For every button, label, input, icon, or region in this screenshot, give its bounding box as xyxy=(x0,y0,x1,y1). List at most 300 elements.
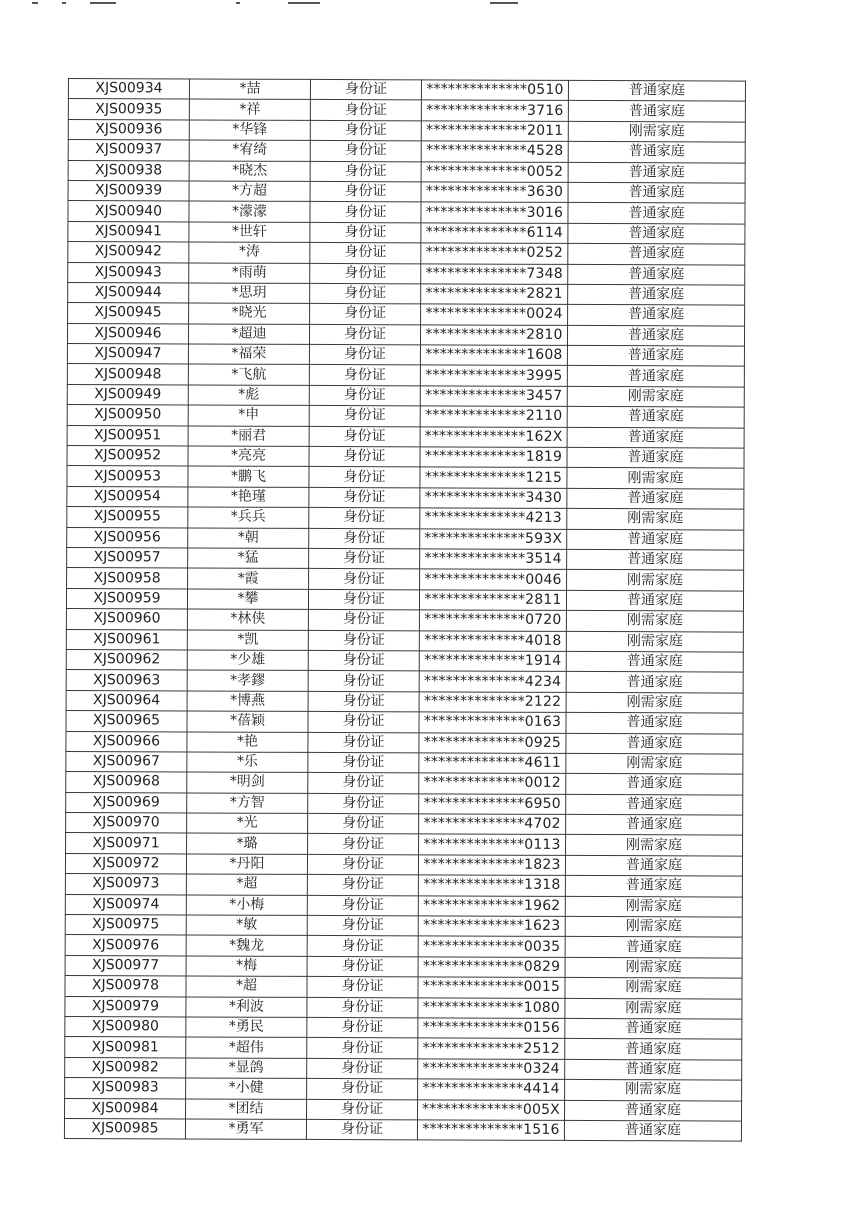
id-number-cell: **************2122 xyxy=(419,692,566,713)
table-row xyxy=(66,670,743,693)
table-row xyxy=(68,303,745,326)
document-type-cell: 身份证 xyxy=(307,1058,418,1079)
applicant-name-cell: *敏 xyxy=(186,915,307,936)
household-type-cell: 普通家庭 xyxy=(568,244,745,265)
applicant-name-cell: *飞航 xyxy=(188,364,309,385)
household-type-cell: 普通家庭 xyxy=(568,223,745,244)
table-row xyxy=(68,242,745,265)
document-type-cell: 身份证 xyxy=(309,548,420,569)
household-type-cell: 普通家庭 xyxy=(565,1100,742,1121)
document-type-cell: 身份证 xyxy=(308,650,419,671)
document-type-cell: 身份证 xyxy=(310,304,421,325)
table-row xyxy=(66,609,743,632)
applicant-name-cell: *兵兵 xyxy=(188,507,309,528)
table-row xyxy=(65,1037,742,1060)
application-number-cell: XJS00935 xyxy=(68,99,189,120)
id-number-cell: **************593X xyxy=(420,528,567,549)
table-row xyxy=(65,1098,742,1121)
table-row xyxy=(65,1057,742,1080)
household-type-cell: 刚需家庭 xyxy=(565,896,742,917)
applicant-name-cell: *濛濛 xyxy=(189,201,310,222)
id-number-cell: **************6114 xyxy=(421,223,568,244)
household-type-cell: 普通家庭 xyxy=(566,713,743,734)
document-type-cell: 身份证 xyxy=(310,222,421,243)
application-number-cell: XJS00966 xyxy=(66,731,187,752)
household-type-cell: 普通家庭 xyxy=(566,733,743,754)
id-number-cell: **************1623 xyxy=(418,916,565,937)
application-number-cell: XJS00979 xyxy=(65,996,186,1017)
application-number-cell: XJS00964 xyxy=(66,690,187,711)
application-number-cell: XJS00978 xyxy=(65,976,186,997)
household-type-cell: 刚需家庭 xyxy=(565,998,742,1019)
id-number-cell: **************2810 xyxy=(420,325,567,346)
applicant-name-cell: *亮亮 xyxy=(188,446,309,467)
document-type-cell: 身份证 xyxy=(308,589,419,610)
document-type-cell: 身份证 xyxy=(310,100,421,121)
application-number-cell: XJS00967 xyxy=(66,751,187,772)
id-number-cell: **************2821 xyxy=(421,284,568,305)
table-row xyxy=(67,507,744,530)
document-type-cell: 身份证 xyxy=(308,834,419,855)
applicant-name-cell: *小健 xyxy=(186,1078,307,1099)
household-type-cell: 普通家庭 xyxy=(565,1039,742,1060)
applicant-name-cell: *祥 xyxy=(189,99,310,120)
document-type-cell: 身份证 xyxy=(307,936,418,957)
household-type-cell: 普通家庭 xyxy=(566,794,743,815)
document-type-cell: 身份证 xyxy=(308,691,419,712)
document-type-cell: 身份证 xyxy=(308,671,419,692)
id-number-cell: **************4414 xyxy=(418,1079,565,1100)
applicant-name-cell: *朝 xyxy=(188,528,309,549)
household-type-cell: 刚需家庭 xyxy=(566,631,743,652)
document-type-cell: 身份证 xyxy=(307,875,418,896)
application-number-cell: XJS00984 xyxy=(65,1098,186,1119)
document-type-cell: 身份证 xyxy=(307,915,418,936)
id-number-cell: **************0925 xyxy=(419,732,566,753)
document-type-cell: 身份证 xyxy=(308,752,419,773)
household-type-cell: 普通家庭 xyxy=(566,774,743,795)
id-number-cell: **************3016 xyxy=(421,202,568,223)
id-number-cell: **************162X xyxy=(420,426,567,447)
household-type-cell: 普通家庭 xyxy=(568,101,745,122)
id-number-cell: **************0324 xyxy=(418,1059,565,1080)
household-type-cell: 普通家庭 xyxy=(566,651,743,672)
applicant-name-cell: *超迪 xyxy=(188,324,309,345)
table-row xyxy=(67,405,744,428)
applicant-name-cell: *明剑 xyxy=(187,772,308,793)
table-row xyxy=(65,874,742,897)
application-number-cell: XJS00976 xyxy=(65,935,186,956)
household-type-cell: 普通家庭 xyxy=(565,876,742,897)
household-type-cell: 刚需家庭 xyxy=(567,386,744,407)
table-row xyxy=(65,894,742,917)
household-type-cell: 普通家庭 xyxy=(567,407,744,428)
id-number-cell: **************0052 xyxy=(421,161,568,182)
application-number-cell: XJS00973 xyxy=(65,874,186,895)
application-number-cell: XJS00936 xyxy=(68,119,189,140)
household-type-cell: 普通家庭 xyxy=(567,529,744,550)
applicant-name-cell: *丹阳 xyxy=(186,854,307,875)
application-number-cell: XJS00962 xyxy=(66,649,187,670)
application-number-cell: XJS00974 xyxy=(65,894,186,915)
document-type-cell: 身份证 xyxy=(309,528,420,549)
document-type-cell: 身份证 xyxy=(310,283,421,304)
table-row xyxy=(68,99,745,122)
applicant-name-cell: *勇民 xyxy=(186,1017,307,1038)
application-number-cell: XJS00934 xyxy=(68,79,189,100)
table-row xyxy=(66,711,743,734)
application-number-cell: XJS00951 xyxy=(67,425,188,446)
id-number-cell: **************1914 xyxy=(419,651,566,672)
application-number-cell: XJS00956 xyxy=(67,527,188,548)
id-number-cell: **************0035 xyxy=(418,936,565,957)
document-type-cell: 身份证 xyxy=(309,365,420,386)
table-row xyxy=(66,690,743,713)
document-type-cell: 身份证 xyxy=(310,263,421,284)
table-row xyxy=(67,323,744,346)
application-number-cell: XJS00969 xyxy=(66,792,187,813)
applicant-name-cell: *小梅 xyxy=(186,895,307,916)
document-type-cell: 身份证 xyxy=(307,1038,418,1059)
document-type-cell: 身份证 xyxy=(308,813,419,834)
applicant-name-cell: *喆 xyxy=(189,79,310,100)
household-type-cell: 普通家庭 xyxy=(568,305,745,326)
application-number-cell: XJS00970 xyxy=(66,813,187,834)
application-number-cell: XJS00954 xyxy=(67,486,188,507)
applicant-name-cell: *乐 xyxy=(187,752,308,773)
document-type-cell: 身份证 xyxy=(308,630,419,651)
applicant-name-cell: *鹏飞 xyxy=(188,466,309,487)
id-number-cell: **************1819 xyxy=(420,447,567,468)
application-number-cell: XJS00948 xyxy=(67,364,188,385)
application-number-cell: XJS00945 xyxy=(68,303,189,324)
table-row xyxy=(67,364,744,387)
document-type-cell: 身份证 xyxy=(309,385,420,406)
table-row xyxy=(68,221,745,244)
applicant-name-cell: *林侠 xyxy=(187,609,308,630)
document-type-cell: 身份证 xyxy=(306,1119,417,1140)
table-row xyxy=(68,282,745,305)
id-number-cell: **************0113 xyxy=(419,834,566,855)
household-type-cell: 刚需家庭 xyxy=(566,611,743,632)
applicant-table xyxy=(64,78,746,1142)
id-number-cell: **************7348 xyxy=(421,263,568,284)
applicant-name-cell: *利波 xyxy=(186,997,307,1018)
household-type-cell: 普通家庭 xyxy=(567,345,744,366)
household-type-cell: 普通家庭 xyxy=(565,855,742,876)
applicant-name-cell: *孝鏐 xyxy=(187,670,308,691)
table-row xyxy=(67,384,744,407)
table-row xyxy=(66,792,743,815)
document-type-cell: 身份证 xyxy=(307,1079,418,1100)
document-type-cell: 身份证 xyxy=(307,997,418,1018)
application-number-cell: XJS00947 xyxy=(67,344,188,365)
applicant-name-cell: *艳 xyxy=(187,731,308,752)
table-row xyxy=(66,731,743,754)
application-number-cell: XJS00959 xyxy=(66,588,187,609)
application-number-cell: XJS00940 xyxy=(68,201,189,222)
applicant-name-cell: *蓓颖 xyxy=(187,711,308,732)
household-type-cell: 普通家庭 xyxy=(568,264,745,285)
application-number-cell: XJS00980 xyxy=(65,1016,186,1037)
document-type-cell: 身份证 xyxy=(309,345,420,366)
household-type-cell: 刚需家庭 xyxy=(566,835,743,856)
application-number-cell: XJS00985 xyxy=(64,1118,185,1139)
table-row xyxy=(65,955,742,978)
applicant-name-cell: *团结 xyxy=(186,1098,307,1119)
id-number-cell: **************005X xyxy=(418,1099,565,1120)
table-row xyxy=(67,446,744,469)
application-number-cell: XJS00975 xyxy=(65,915,186,936)
table-row xyxy=(66,772,743,795)
applicant-name-cell: *晓光 xyxy=(189,303,310,324)
applicant-name-cell: *彪 xyxy=(188,385,309,406)
household-type-cell: 普通家庭 xyxy=(568,182,745,203)
table-row xyxy=(65,976,742,999)
household-type-cell: 刚需家庭 xyxy=(565,957,742,978)
table-row xyxy=(67,344,744,367)
applicant-name-cell: *丽君 xyxy=(188,426,309,447)
table-row xyxy=(68,180,745,203)
table-row xyxy=(66,649,743,672)
table-body xyxy=(64,79,745,1142)
applicant-name-cell: *华锋 xyxy=(189,120,310,141)
application-number-cell: XJS00946 xyxy=(67,323,188,344)
id-number-cell: **************3514 xyxy=(420,549,567,570)
household-type-cell: 普通家庭 xyxy=(565,1059,742,1080)
id-number-cell: **************1318 xyxy=(418,875,565,896)
household-type-cell: 刚需家庭 xyxy=(567,509,744,530)
id-number-cell: **************1608 xyxy=(420,345,567,366)
table-row xyxy=(68,140,745,163)
household-type-cell: 刚需家庭 xyxy=(566,753,743,774)
document-type-cell: 身份证 xyxy=(309,324,420,345)
applicant-name-cell: *超 xyxy=(186,976,307,997)
application-number-cell: XJS00981 xyxy=(65,1037,186,1058)
document-type-cell: 身份证 xyxy=(308,793,419,814)
applicant-name-cell: *思玥 xyxy=(189,283,310,304)
id-number-cell: **************4234 xyxy=(419,671,566,692)
table-row xyxy=(64,1118,741,1141)
table-row xyxy=(68,119,745,142)
id-number-cell: **************0163 xyxy=(419,712,566,733)
id-number-cell: **************4702 xyxy=(419,814,566,835)
document-type-cell: 身份证 xyxy=(309,406,420,427)
household-type-cell: 刚需家庭 xyxy=(568,121,745,142)
applicant-name-cell: *福荣 xyxy=(188,344,309,365)
application-number-cell: XJS00942 xyxy=(68,242,189,263)
document-type-cell: 身份证 xyxy=(308,773,419,794)
household-type-cell: 普通家庭 xyxy=(567,447,744,468)
document-type-cell: 身份证 xyxy=(307,977,418,998)
id-number-cell: **************0046 xyxy=(420,569,567,590)
application-number-cell: XJS00968 xyxy=(66,772,187,793)
table-row xyxy=(65,1078,742,1101)
table-row xyxy=(66,588,743,611)
id-number-cell: **************4528 xyxy=(421,141,568,162)
table-row xyxy=(66,813,743,836)
id-number-cell: **************2110 xyxy=(420,406,567,427)
id-number-cell: **************3630 xyxy=(421,182,568,203)
document-type-cell: 身份证 xyxy=(310,141,421,162)
household-type-cell: 普通家庭 xyxy=(568,162,745,183)
applicant-name-cell: *雨萌 xyxy=(189,262,310,283)
applicant-name-cell: *光 xyxy=(187,813,308,834)
application-number-cell: XJS00943 xyxy=(68,262,189,283)
id-number-cell: **************1516 xyxy=(417,1120,564,1141)
id-number-cell: **************4611 xyxy=(419,753,566,774)
document-type-cell: 身份证 xyxy=(308,712,419,733)
household-type-cell: 普通家庭 xyxy=(567,488,744,509)
application-number-cell: XJS00941 xyxy=(68,221,189,242)
applicant-name-cell: *涛 xyxy=(189,242,310,263)
id-number-cell: **************3995 xyxy=(420,365,567,386)
household-type-cell: 普通家庭 xyxy=(568,203,745,224)
id-number-cell: **************0720 xyxy=(419,610,566,631)
application-number-cell: XJS00977 xyxy=(65,955,186,976)
household-type-cell: 刚需家庭 xyxy=(565,1080,742,1101)
table-row xyxy=(65,996,742,1019)
table-row xyxy=(66,751,743,774)
id-number-cell: **************2512 xyxy=(418,1038,565,1059)
scan-edge-marks xyxy=(0,0,860,8)
table-row xyxy=(68,79,745,102)
application-number-cell: XJS00937 xyxy=(68,140,189,161)
document-type-cell: 身份证 xyxy=(307,854,418,875)
household-type-cell: 普通家庭 xyxy=(567,366,744,387)
id-number-cell: **************6950 xyxy=(419,794,566,815)
document-type-cell: 身份证 xyxy=(309,446,420,467)
applicant-name-cell: *魏龙 xyxy=(186,935,307,956)
household-type-cell: 普通家庭 xyxy=(567,427,744,448)
application-number-cell: XJS00965 xyxy=(66,711,187,732)
household-type-cell: 刚需家庭 xyxy=(567,570,744,591)
applicant-name-cell: *攀 xyxy=(187,589,308,610)
id-number-cell: **************0510 xyxy=(421,80,568,101)
document-type-cell: 身份证 xyxy=(307,895,418,916)
document-type-cell: 身份证 xyxy=(308,610,419,631)
application-number-cell: XJS00944 xyxy=(68,282,189,303)
document-type-cell: 身份证 xyxy=(309,569,420,590)
table-row xyxy=(68,201,745,224)
household-type-cell: 普通家庭 xyxy=(568,284,745,305)
id-number-cell: **************1962 xyxy=(418,895,565,916)
applicant-name-cell: *方超 xyxy=(189,181,310,202)
id-number-cell: **************0015 xyxy=(418,977,565,998)
document-type-cell: 身份证 xyxy=(307,1017,418,1038)
application-number-cell: XJS00952 xyxy=(67,446,188,467)
applicant-name-cell: *世轩 xyxy=(189,222,310,243)
household-type-cell: 刚需家庭 xyxy=(567,468,744,489)
household-type-cell: 刚需家庭 xyxy=(565,978,742,999)
document-type-cell: 身份证 xyxy=(308,732,419,753)
application-number-cell: XJS00963 xyxy=(66,670,187,691)
applicant-name-cell: *超 xyxy=(186,874,307,895)
application-number-cell: XJS00939 xyxy=(68,180,189,201)
id-number-cell: **************3716 xyxy=(421,100,568,121)
id-number-cell: **************1215 xyxy=(420,467,567,488)
document-type-cell: 身份证 xyxy=(307,956,418,977)
id-number-cell: **************2011 xyxy=(421,121,568,142)
application-number-cell: XJS00960 xyxy=(66,609,187,630)
table-row xyxy=(65,915,742,938)
applicant-name-cell: *艳瑾 xyxy=(188,487,309,508)
application-number-cell: XJS00958 xyxy=(67,568,188,589)
id-number-cell: **************1823 xyxy=(418,855,565,876)
household-type-cell: 普通家庭 xyxy=(567,549,744,570)
household-type-cell: 普通家庭 xyxy=(565,1018,742,1039)
application-number-cell: XJS00982 xyxy=(65,1057,186,1078)
table-row xyxy=(67,486,744,509)
application-number-cell: XJS00938 xyxy=(68,160,189,181)
household-type-cell: 普通家庭 xyxy=(566,590,743,611)
document-type-cell: 身份证 xyxy=(307,1099,418,1120)
document-type-cell: 身份证 xyxy=(310,161,421,182)
document-type-cell: 身份证 xyxy=(310,202,421,223)
document-type-cell: 身份证 xyxy=(310,181,421,202)
table-row xyxy=(65,853,742,876)
household-type-cell: 刚需家庭 xyxy=(566,692,743,713)
applicant-name-cell: *猛 xyxy=(188,548,309,569)
id-number-cell: **************4213 xyxy=(420,508,567,529)
applicant-name-cell: *显鸽 xyxy=(186,1058,307,1079)
application-number-cell: XJS00961 xyxy=(66,629,187,650)
application-number-cell: XJS00983 xyxy=(65,1078,186,1099)
applicant-name-cell: *梅 xyxy=(186,956,307,977)
household-type-cell: 普通家庭 xyxy=(568,80,745,101)
document-type-cell: 身份证 xyxy=(309,508,420,529)
table-row xyxy=(67,527,744,550)
application-number-cell: XJS00955 xyxy=(67,507,188,528)
id-number-cell: **************0024 xyxy=(421,304,568,325)
applicant-name-cell: *申 xyxy=(188,405,309,426)
household-type-cell: 普通家庭 xyxy=(564,1120,741,1141)
id-number-cell: **************1080 xyxy=(418,997,565,1018)
application-number-cell: XJS00950 xyxy=(67,405,188,426)
household-type-cell: 普通家庭 xyxy=(566,672,743,693)
table-row xyxy=(65,935,742,958)
document-type-cell: 身份证 xyxy=(309,467,420,488)
table-row xyxy=(66,833,743,856)
household-type-cell: 普通家庭 xyxy=(565,937,742,958)
document-type-cell: 身份证 xyxy=(309,426,420,447)
table-row xyxy=(66,629,743,652)
document-type-cell: 身份证 xyxy=(309,487,420,508)
applicant-name-cell: *博燕 xyxy=(187,691,308,712)
table-row xyxy=(68,262,745,285)
table-row xyxy=(67,466,744,489)
document-type-cell: 身份证 xyxy=(310,79,421,100)
table-row xyxy=(67,425,744,448)
id-number-cell: **************0829 xyxy=(418,957,565,978)
household-type-cell: 普通家庭 xyxy=(566,814,743,835)
table-row xyxy=(65,1016,742,1039)
applicant-name-cell: *晓杰 xyxy=(189,161,310,182)
id-number-cell: **************3457 xyxy=(420,386,567,407)
id-number-cell: **************0156 xyxy=(418,1018,565,1039)
table-row xyxy=(68,160,745,183)
applicant-name-cell: *凯 xyxy=(187,630,308,651)
id-number-cell: **************2811 xyxy=(419,590,566,611)
document-type-cell: 身份证 xyxy=(310,243,421,264)
household-type-cell: 刚需家庭 xyxy=(565,916,742,937)
id-number-cell: **************0252 xyxy=(421,243,568,264)
table-row xyxy=(67,547,744,570)
id-number-cell: **************0012 xyxy=(419,773,566,794)
applicant-name-cell: *霞 xyxy=(188,568,309,589)
applicant-name-cell: *勇军 xyxy=(185,1119,306,1140)
household-type-cell: 普通家庭 xyxy=(568,142,745,163)
